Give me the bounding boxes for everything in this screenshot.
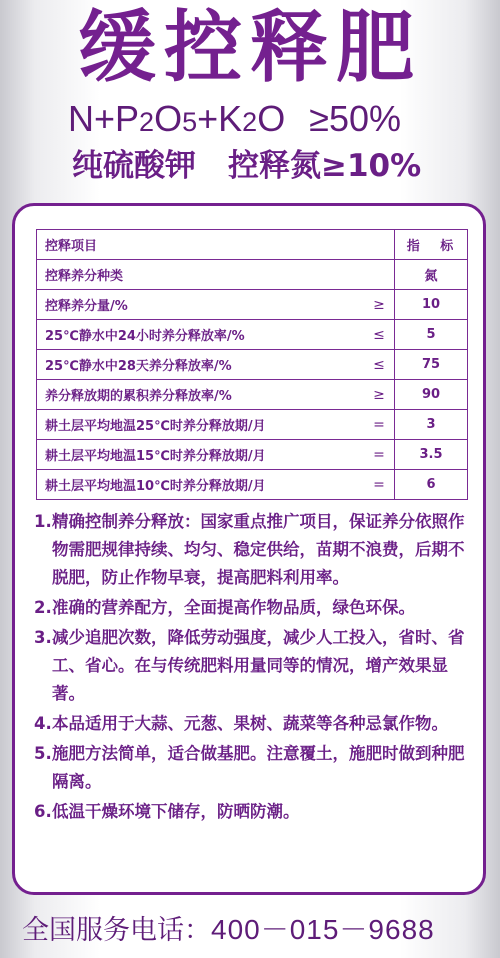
list-item — [34, 710, 474, 738]
row-relation: = — [364, 410, 395, 440]
row-value: 6 — [395, 470, 468, 500]
formula-n-p: N+P — [68, 98, 140, 139]
row-item: 控释养分种类 — [37, 260, 365, 290]
table-row — [37, 410, 468, 440]
row-value: 10 — [395, 290, 468, 320]
row-relation — [364, 260, 395, 290]
header-value: 指 标 — [395, 230, 468, 260]
list-item — [34, 798, 474, 826]
row-value: 75 — [395, 350, 468, 380]
formula-minimum: ≥50% — [309, 98, 402, 139]
row-value: 氮 — [395, 260, 468, 290]
formula-k-subscript: 2 — [242, 107, 258, 137]
note-text: 低温干燥环境下储存，防晒防潮。 — [52, 802, 300, 821]
note-text: 减少追肥次数，降低劳动强度，减少人工投入，省时、省工、省心。在与传统肥料用量同等的情况，增产效果显著。 — [52, 628, 465, 703]
subtitle-line — [72, 146, 421, 186]
note-number: 1. — [34, 512, 52, 531]
hotline-number: 400－015－9688 — [211, 914, 435, 945]
note-number: 2. — [34, 598, 52, 617]
spec-table — [36, 229, 468, 500]
list-item — [34, 624, 474, 708]
row-relation: = — [364, 440, 395, 470]
row-value: 3.5 — [395, 440, 468, 470]
feature-notes — [34, 508, 474, 828]
row-relation: ≤ — [364, 320, 395, 350]
row-relation: ≥ — [364, 290, 395, 320]
row-value: 5 — [395, 320, 468, 350]
row-item: 控释养分量/% — [37, 290, 365, 320]
potassium-sulfate-label: 纯硫酸钾 — [72, 148, 196, 184]
row-relation: = — [364, 470, 395, 500]
formula-o-subscript: 5 — [182, 107, 198, 137]
formula-k: +K — [197, 98, 243, 139]
note-number: 4. — [34, 714, 52, 733]
table-row — [37, 320, 468, 350]
table-row — [37, 440, 468, 470]
row-relation: ≤ — [364, 350, 395, 380]
list-item — [34, 594, 474, 622]
nutrient-formula — [68, 96, 401, 145]
table-header-row — [37, 230, 468, 260]
row-value: 90 — [395, 380, 468, 410]
product-title: 缓控释肥 — [77, 3, 422, 93]
note-number: 5. — [34, 744, 52, 763]
table-row — [37, 380, 468, 410]
list-item — [34, 740, 474, 796]
note-text: 精确控制养分释放：国家重点推广项目，保证养分依照作物需肥规律持续、均匀、稳定供给，苗期不浪费，后期不脱肥，防止作物早衰，提高肥料利用率。 — [52, 512, 465, 587]
row-item: 养分释放期的累积养分释放率/% — [37, 380, 365, 410]
note-number: 6. — [34, 802, 52, 821]
header-item: 控释项目 — [37, 230, 395, 260]
table-row — [37, 470, 468, 500]
table-row — [37, 260, 468, 290]
formula-o: O — [154, 98, 183, 139]
row-item: 耕土层平均地温25℃时养分释放期/月 — [37, 410, 365, 440]
formula-p-subscript: 2 — [139, 107, 155, 137]
list-item — [34, 508, 474, 592]
formula-o2: O — [257, 98, 286, 139]
note-text: 本品适用于大蒜、元葱、果树、蔬菜等各种忌氯作物。 — [52, 714, 448, 733]
note-text: 施肥方法简单，适合做基肥。注意覆土，施肥时做到种肥隔离。 — [52, 744, 465, 791]
row-relation: ≥ — [364, 380, 395, 410]
table-row — [37, 290, 468, 320]
controlled-nitrogen-label: 控释氮≥10% — [228, 148, 422, 184]
row-item: 25℃静水中28天养分释放率/% — [37, 350, 365, 380]
table-row — [37, 350, 468, 380]
note-number: 3. — [34, 628, 52, 647]
service-hotline — [22, 912, 435, 949]
hotline-label: 全国服务电话： — [22, 915, 211, 946]
row-item: 耕土层平均地温15℃时养分释放期/月 — [37, 440, 365, 470]
row-value: 3 — [395, 410, 468, 440]
row-item: 25℃静水中24小时养分释放率/% — [37, 320, 365, 350]
note-text: 准确的营养配方，全面提高作物品质，绿色环保。 — [52, 598, 415, 617]
row-item: 耕土层平均地温10℃时养分释放期/月 — [37, 470, 365, 500]
